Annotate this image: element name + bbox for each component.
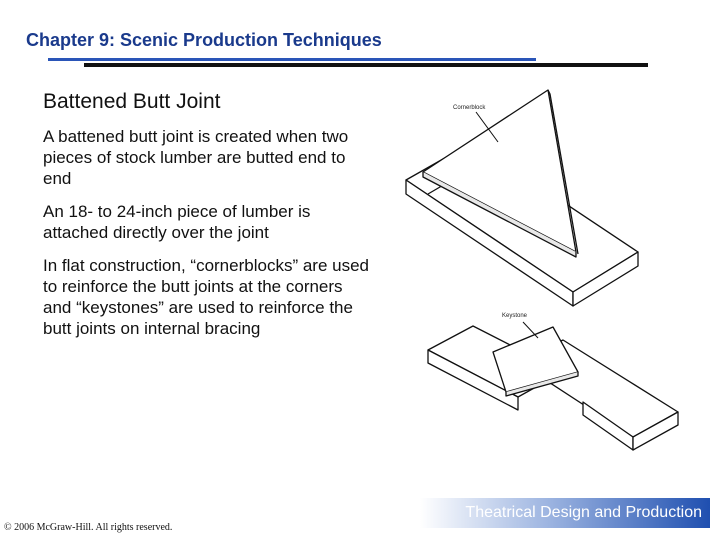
keystone-leader bbox=[523, 322, 538, 338]
header-rule-blue bbox=[48, 58, 536, 61]
bullet-paragraph: An 18- to 24-inch piece of lumber is attached directly over the joint bbox=[43, 202, 311, 242]
joint-illustration bbox=[398, 82, 698, 482]
copyright-notice: © 2006 McGraw-Hill. All rights reserved. bbox=[4, 522, 173, 533]
bullet-paragraph: A battened butt joint is created when two pieces of stock lumber are butted end to end bbox=[43, 127, 349, 188]
cornerblock-label: Cornerblock bbox=[453, 105, 486, 111]
header-rule-black bbox=[84, 63, 648, 67]
footer-book-title: Theatrical Design and Production bbox=[465, 504, 702, 521]
keystone-label: Keystone bbox=[502, 313, 528, 319]
chapter-title: Chapter 9: Scenic Production Techniques bbox=[26, 30, 382, 50]
bullet-paragraph: In flat construction, “cornerblocks” are used to reinforce the butt joints at the corners and “keystones” are used to reinforce the butt joints on internal bracing bbox=[43, 256, 369, 338]
slide-title: Battened Butt Joint bbox=[43, 90, 221, 113]
slide-content bbox=[43, 90, 371, 351]
